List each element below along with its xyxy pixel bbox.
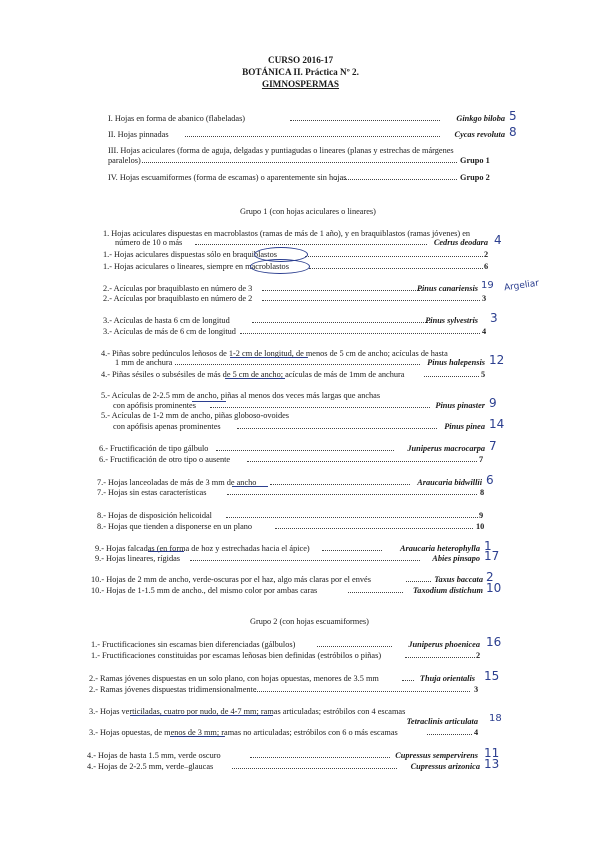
g2-3a-result: Tetraclinis articulata 18 (406, 713, 502, 726)
g2-3b: 3.- Hojas opuestas, de menos de 3 mm; ramas no articuladas; estróbilos con 6 o más escamas 4 (89, 728, 479, 737)
pen-underline (148, 551, 184, 552)
intro-line-4: IV. Hojas escuamiformes (forma de escamas) o aparentemente sin hojas Grupo 2 (108, 173, 490, 182)
intro-line-1: I. Hojas en forma de abanico (flabeladas) Ginkgo biloba 5 (108, 109, 517, 123)
g1-6b: 6.- Fructificación de otro tipo o ausente 7 (99, 455, 484, 464)
g1-3b: 3.- Acículas de más de 6 cm de longitud 4 (103, 327, 487, 336)
margin-note: Argeliar (503, 278, 540, 294)
g2-3a: 3.- Hojas verticiladas, cuatro por nudo, de 4-7 mm; ramas articuladas; estróbilos con 4 escamas (89, 707, 406, 716)
subject-title: GIMNOSPERMAS (261, 79, 340, 89)
pen-underline (130, 715, 273, 716)
g1-7b: 7.- Hojas sin estas características 8 (97, 488, 485, 497)
g1-6a: 6.- Fructificación de tipo gálbulo Juniperus macrocarpa 7 (99, 439, 497, 453)
g1-2b: 2.- Acículas por braquiblasto en número de 2 3 (103, 294, 487, 303)
g1-9b: 9.- Hojas lineares, rígidas Abies pinsapo 17 (95, 549, 500, 563)
group1-title: Grupo 1 (con hojas aciculares o lineares) (240, 207, 376, 216)
g2-4a: 4.- Hojas de hasta 1.5 mm, verde oscuro Cupressus sempervirens 11 (87, 746, 500, 760)
g2-4b: 4.- Hojas de 2-2.5 mm, verde–glaucas Cupressus arizonica 13 (87, 757, 500, 771)
pen-underline (192, 401, 226, 402)
g1-3a: 3.- Acículas de hasta 6 cm de longitud Pinus sylvestris 3 (103, 311, 498, 325)
group2-title: Grupo 2 (con hojas escuamiformes) (250, 617, 369, 626)
practice-title: BOTÁNICA II. Práctica Nº 2. (242, 67, 359, 77)
g1-4a-cont: 1 mm de anchura Pinus halepensis 12 (115, 353, 505, 367)
g1-4a: 4.- Piñas sobre pedúnculos leñosos de 1-2 cm de longitud, de menos de 5 cm de ancho; acículas de hasta (101, 349, 448, 358)
g1-9a: 9.- Hojas falcadas (en forma de hoz y estrechadas hacia el ápice) Araucaria heterophylla 1 (95, 539, 492, 553)
intro-line-2: II. Hojas pinnadas Cycas revoluta 8 (108, 125, 517, 139)
g1-5a: 5.- Acículas de 2-2.5 mm de ancho, piñas al menos dos veces más largas que anchas (101, 391, 381, 400)
g2-1a: 1.- Fructificaciones sin escamas bien diferenciadas (gálbulos) Juniperus phoenicea 16 (91, 635, 502, 649)
g1-5b-cont: con apófisis apenas prominentes Pinus pinea 14 (113, 417, 505, 431)
pen-underline (170, 736, 225, 737)
pen-underline (225, 378, 285, 379)
g1-4b: 4.- Piñas sésiles o subsésiles de más de 5 cm de ancho; acículas de más de 1mm de anchura 5 (101, 370, 486, 379)
intro-line-3b: paralelos) Grupo 1 (108, 156, 490, 165)
pen-underline (232, 486, 268, 487)
g1-10a: 10.- Hojas de 2 mm de ancho, verde-oscuras por el haz, algo más claras por el envés Taxus baccata 2 (91, 570, 494, 584)
g1-1a-cont: número de 10 o más Cedrus deodara 4 (115, 233, 502, 247)
g1-8a: 8.- Hojas de disposición helicoidal 9 (97, 511, 484, 520)
g1-5b: 5.- Acículas de 1-2 mm de ancho, piñas globoso-ovoides (101, 411, 290, 420)
g1-5a-cont: con apófisis prominentes Pinus pinaster 9 (113, 396, 497, 410)
g1-10b: 10.- Hojas de 1-1.5 mm de ancho., del mismo color por ambas caras Taxodium distichum 10 (91, 581, 502, 595)
intro-line-3a: III. Hojas aciculares (forma de aguja, delgadas y puntiagudas o lineares (planas y estrechas de márgenes (108, 146, 454, 155)
g1-1c: 1.- Hojas aciculares o lineares, siempre en macroblastos 6 (103, 262, 489, 271)
g1-8b: 8.- Hojas que tienden a disponerse en un plano 10 (97, 522, 485, 531)
g1-1b: 1.- Hojas aciculares dispuestas sólo en braquiblastos 2 (103, 250, 489, 259)
g2-1b: 1.- Fructificaciones constituidas por escamas leñosas bien definidas (estróbilos o piñas) 2 (91, 651, 481, 660)
g1-7a: 7.- Hojas lanceoladas de más de 3 mm de ancho Araucaria bidwillii 6 (97, 473, 494, 487)
circle-macroblastos (250, 259, 310, 274)
pen-underline (230, 357, 308, 358)
g2-2a: 2.- Ramas jóvenes dispuestas en un solo plano, con hojas opuestas, menores de 3.5 mm Thuja orientalis 15 (89, 669, 500, 683)
g1-1a: 1. Hojas aciculares dispuestas en macroblastos (ramas de más de 1 año), y en braquiblastos (ramas jóvenes) en (103, 229, 471, 238)
g1-2a: 2.- Acículas por braquiblasto en número de 3 Pinus canariensis 19 (103, 280, 494, 293)
course-year: CURSO 2016-17 (267, 55, 334, 65)
g2-2b: 2.- Ramas jóvenes dispuestas tridimensionalmente 3 (89, 685, 479, 694)
